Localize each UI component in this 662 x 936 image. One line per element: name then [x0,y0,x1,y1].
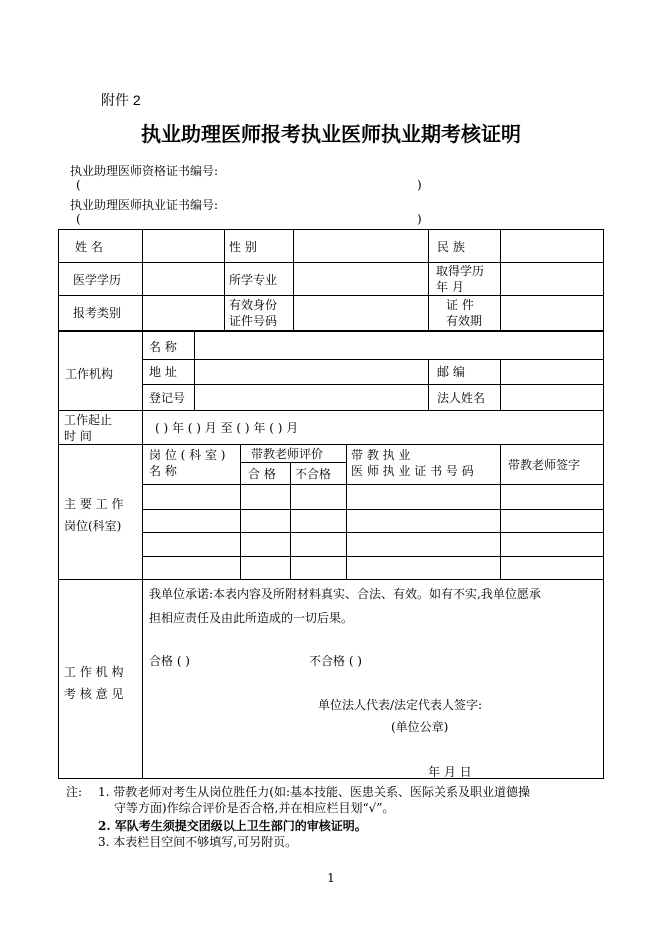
seal-label: (单位公章) [391,720,449,734]
note-2: 2. 军队考生须提交团级以上卫生部门的审核证明。 [98,819,367,833]
work-org-label: 工作机构 [65,367,114,381]
work-period-label-1: 工作起止 [64,413,113,427]
qual-cert-close: ) [417,178,422,192]
gender-label: 性 别 [229,240,257,254]
fail-choice: 不合格 ( ) [309,654,362,668]
legal-rep-label: 法人姓名 [437,391,486,405]
teacher-cert-header-1: 带 教 执 业 [351,448,411,462]
qual-cert-label: 执业助理医师资格证书编号: [70,164,219,178]
date-label: 年 月 日 [428,765,472,779]
validity-label-1: 证 件 [446,298,474,312]
note-1-line-1: 1. 带教老师对考生从岗位胜任力(如:基本技能、医患关系、医际关系及职业道德操 [98,785,530,799]
opinion-label-2: 考 核 意 见 [64,687,124,701]
note-1-line-2: 守等方面)作综合评价是否合格,并在相应栏目划“√”。 [114,801,395,815]
signature-label: 单位法人代表/法定代表人签字: [318,698,483,712]
attachment-label: 附件 2 [101,92,141,108]
note-3: 3. 本表栏目空间不够填写,可另附页。 [98,835,298,849]
id-label-2: 证件号码 [229,314,278,328]
commitment-line-1: 我单位承诺:本表内容及所附材料真实、合法、有效。如有不实,我单位愿承 [149,587,541,601]
prac-cert-label: 执业助理医师执业证书编号: [70,198,219,212]
notes-label: 注: [66,785,83,799]
main-post-label-1: 主 要 工 作 [64,497,124,511]
education-label: 医学学历 [73,273,122,287]
name-label: 姓 名 [75,240,103,254]
org-address-label: 地 址 [149,365,177,379]
exam-type-label: 报考类别 [73,306,122,320]
post-name-header-2: 名 称 [149,464,177,478]
teacher-eval-header: 带教老师评价 [251,447,324,461]
page-title: 执业助理医师报考执业医师执业期考核证明 [141,122,521,146]
prac-cert-open: ( [76,212,81,226]
post-name-header-1: 岗 位 ( 科 室 ) [149,448,226,462]
id-label-1: 有效身份 [229,298,278,312]
pass-choice: 合格 ( ) [149,654,190,668]
commitment-line-2: 担相应责任及由此所造成的一切后果。 [149,611,354,625]
work-period-label-2: 时 间 [64,429,92,443]
qual-cert-open: ( [76,178,81,192]
main-post-label-2: 岗位(科室) [64,519,122,533]
org-name-label: 名 称 [149,340,177,354]
postal-code-label: 邮 编 [437,365,465,379]
ethnicity-label: 民 族 [437,240,465,254]
pass-header: 合 格 [248,467,276,481]
major-label: 所学专业 [229,273,278,287]
work-period-value: ( ) 年 ( ) 月 至 ( ) 年 ( ) 月 [155,421,299,435]
degree-date-label-1: 取得学历 [436,264,485,278]
teacher-cert-header-2: 医 师 执 业 证 书 号 码 [351,464,474,478]
reg-no-label: 登记号 [149,391,186,405]
opinion-label-1: 工 作 机 构 [64,665,124,679]
validity-label-2: 有效期 [446,314,483,328]
degree-date-label-2: 年 月 [436,280,464,294]
prac-cert-close: ) [417,212,422,226]
teacher-sign-header: 带教老师签字 [508,458,581,472]
page-number: 1 [327,871,335,885]
fail-header: 不合格 [295,467,332,481]
